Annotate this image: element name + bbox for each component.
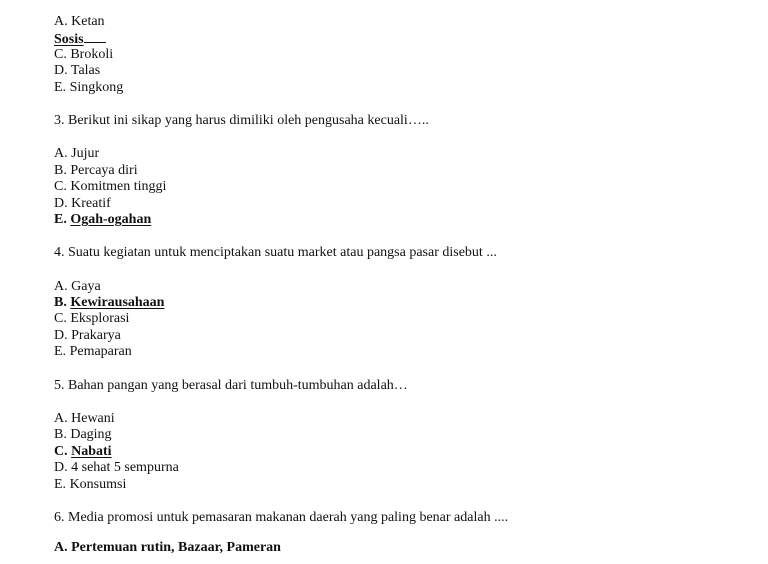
option-letter: D.	[54, 327, 68, 343]
option-2a	[54, 14, 758, 30]
option-letter: A.	[54, 411, 68, 427]
question-5-text: 5. Bahan pangan yang berasal dari tumbuh-tumbuhan adalah…	[54, 377, 408, 393]
option-letter: E.	[54, 344, 67, 360]
question-5-options	[54, 411, 758, 493]
option-text: Konsumsi	[69, 476, 127, 492]
option-text: Hewani	[71, 411, 115, 427]
option-2b-answer	[54, 30, 758, 46]
option-letter: A.	[54, 540, 68, 555]
option-4c	[54, 311, 758, 327]
option-text: Gaya	[71, 278, 101, 294]
question-3-options	[54, 146, 758, 228]
option-5d	[54, 460, 758, 476]
option-text: Daging	[70, 427, 112, 443]
option-letter: E.	[54, 211, 67, 227]
option-2c	[54, 47, 758, 63]
option-text-answer: Kewirausahaan	[70, 295, 165, 311]
option-letter: C.	[54, 46, 67, 62]
option-3a	[54, 146, 758, 162]
option-letter: C.	[54, 443, 68, 459]
option-3c	[54, 179, 758, 195]
question-3-text: 3. Berikut ini sikap yang harus dimiliki oleh pengusaha kecuali…..	[54, 112, 429, 128]
option-letter: E.	[54, 79, 67, 95]
option-letter: C.	[54, 179, 67, 195]
option-6a-cutoff	[54, 540, 281, 564]
option-text: Jujur	[71, 146, 100, 162]
option-letter: D.	[54, 63, 68, 79]
option-letter: B.	[54, 295, 67, 311]
option-letter: D.	[54, 195, 68, 211]
option-5b	[54, 427, 758, 443]
option-3e-answer	[54, 212, 758, 228]
option-text-answer: Nabati	[71, 443, 112, 459]
option-text: Ketan	[71, 14, 105, 29]
option-text: Eksplorasi	[70, 311, 130, 327]
option-5c-answer	[54, 444, 758, 460]
option-text: Pemaparan	[69, 344, 132, 360]
option-text: Prakarya	[71, 327, 121, 343]
option-3b	[54, 163, 758, 179]
option-text: Singkong	[69, 79, 124, 95]
option-4a	[54, 279, 758, 295]
option-5e	[54, 477, 758, 493]
option-text: 4 sehat 5 sempurna	[71, 460, 179, 476]
answer-underline-blank	[84, 30, 106, 43]
option-2e	[54, 80, 758, 96]
document-page	[54, 14, 758, 555]
option-letter: E.	[54, 476, 67, 492]
option-4b-answer	[54, 295, 758, 311]
option-text: Talas	[70, 63, 101, 79]
question-4-text: 4. Suatu kegiatan untuk menciptakan suatu market atau pangsa pasar disebut ...	[54, 245, 497, 261]
option-5a	[54, 411, 758, 427]
option-text-answer: Ogah-ogahan	[70, 211, 152, 227]
option-text: Pertemuan rutin, Bazaar, Pameran	[71, 540, 281, 555]
option-3d	[54, 196, 758, 212]
question-4-options	[54, 279, 758, 361]
option-text: Komitmen tinggi	[70, 179, 167, 195]
option-text-answer: Sosis	[54, 32, 84, 48]
option-4e	[54, 344, 758, 360]
question-6-text: 6. Media promosi untuk pemasaran makanan daerah yang paling benar adalah ....	[54, 509, 509, 525]
option-letter: D.	[54, 460, 68, 476]
option-2d	[54, 63, 758, 79]
option-letter: A.	[54, 146, 68, 162]
option-letter: A.	[54, 278, 68, 294]
option-text: Brokoli	[70, 46, 114, 62]
option-letter: B.	[54, 162, 67, 178]
option-text: Percaya diri	[70, 162, 138, 178]
option-letter: C.	[54, 311, 67, 327]
option-4d	[54, 328, 758, 344]
question-2-options	[54, 14, 758, 96]
option-text: Kreatif	[71, 195, 111, 211]
option-letter: B.	[54, 427, 67, 443]
option-letter: A.	[54, 14, 68, 29]
